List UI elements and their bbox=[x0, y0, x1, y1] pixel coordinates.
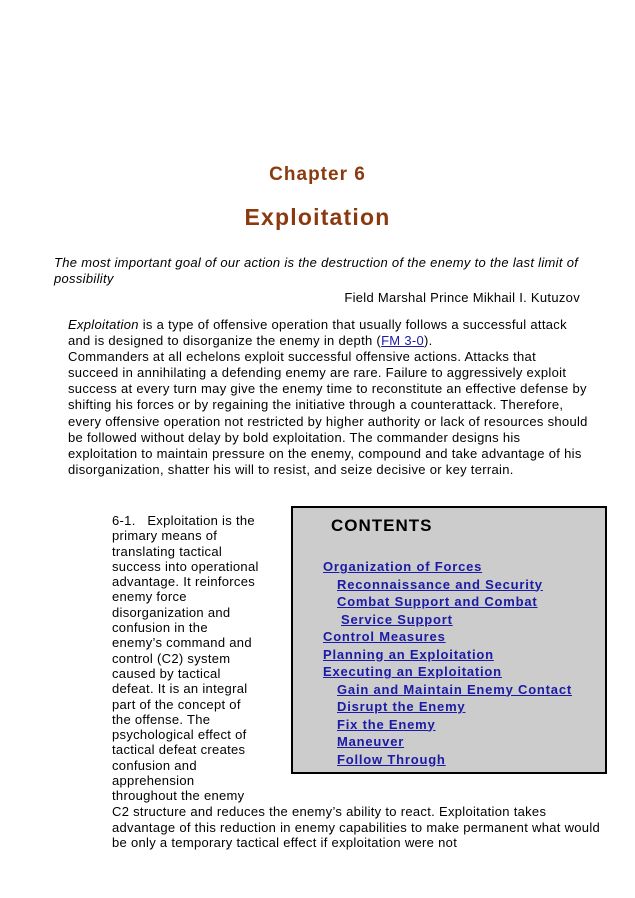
paragraph-line: translating tactical bbox=[112, 543, 223, 559]
paragraph-line: disorganization and bbox=[112, 604, 231, 620]
intro-text-before-link: is a type of offensive operation that usually follows a successful attack and is designed to disorganize the enemy in depth ( bbox=[68, 317, 567, 349]
contents-item bbox=[323, 698, 572, 716]
contents-item bbox=[323, 576, 572, 594]
paragraph-line: enemy force bbox=[112, 589, 187, 605]
paragraph-line: primary means of bbox=[112, 528, 218, 544]
paragraph-line: confusion and bbox=[112, 757, 197, 773]
paragraph-6-1 bbox=[112, 513, 282, 804]
paragraph-line: the offense. The bbox=[112, 711, 211, 727]
contents-list bbox=[323, 558, 572, 768]
paragraph-line: throughout the enemy bbox=[112, 788, 245, 804]
contents-link-fix-the-enemy[interactable]: Fix the Enemy bbox=[337, 716, 436, 732]
epigraph-quote: The most important goal of our action is the destruction of the enemy to the last limit of possibility bbox=[54, 255, 579, 286]
contents-item bbox=[323, 593, 572, 611]
chapter-number: Chapter 6 bbox=[269, 164, 366, 185]
paragraph-line: part of the concept of bbox=[112, 696, 241, 712]
paragraph-line: confusion in the bbox=[112, 620, 208, 636]
contents-item bbox=[323, 646, 572, 664]
paragraph-line: caused by tactical bbox=[112, 665, 221, 681]
paragraph-line: psychological effect of bbox=[112, 727, 247, 743]
paragraph-6-1-continuation: C2 structure and reduces the enemy’s ability to react. Exploitation takes advantage of this reduction in enemy capabilities to make permanent what would be only a temporary tactical effect if exploitation were not bbox=[112, 804, 601, 851]
contents-link-maneuver[interactable]: Maneuver bbox=[337, 734, 405, 749]
contents-item bbox=[323, 681, 572, 699]
contents-link-planning-an-exploitation[interactable]: Planning an Exploitation bbox=[323, 646, 494, 662]
contents-item bbox=[323, 751, 572, 769]
contents-link-control-measures[interactable]: Control Measures bbox=[323, 629, 446, 644]
paragraph-line: apprehension bbox=[112, 773, 195, 789]
contents-item bbox=[323, 716, 572, 734]
contents-link-gain-and-maintain-enemy-contact[interactable]: Gain and Maintain Enemy Contact bbox=[337, 681, 572, 697]
paragraph-line: advantage. It reinforces bbox=[112, 574, 256, 590]
contents-box bbox=[291, 506, 607, 774]
contents-item bbox=[323, 733, 572, 751]
intro-term: Exploitation bbox=[68, 317, 139, 332]
epigraph-attribution: Field Marshal Prince Mikhail I. Kutuzov bbox=[344, 290, 580, 305]
contents-link-combat-support[interactable]: Combat Support and Combat bbox=[337, 594, 538, 609]
contents-link-executing-an-exploitation[interactable]: Executing an Exploitation bbox=[323, 664, 502, 679]
contents-link-organization-of-forces[interactable]: Organization of Forces bbox=[323, 559, 483, 574]
paragraph-line: defeat. It is an integral bbox=[112, 681, 248, 697]
paragraph-line: success into operational bbox=[112, 558, 259, 574]
paragraph-line: tactical defeat creates bbox=[112, 742, 246, 758]
contents-link-disrupt-the-enemy[interactable]: Disrupt the Enemy bbox=[337, 699, 466, 714]
contents-item bbox=[323, 628, 572, 646]
contents-link-reconnaissance-and-security[interactable]: Reconnaissance and Security bbox=[337, 576, 543, 592]
paragraph-line: enemy’s command and bbox=[112, 635, 252, 651]
contents-heading: CONTENTS bbox=[331, 516, 433, 535]
fm-3-0-link[interactable]: FM 3-0 bbox=[381, 333, 425, 349]
paragraph-line: 6-1. Exploitation is the bbox=[112, 513, 255, 528]
intro-text-after-link: ). bbox=[424, 333, 433, 349]
chapter-title: Exploitation bbox=[244, 204, 391, 230]
contents-link-service-support[interactable]: Service Support bbox=[341, 611, 453, 627]
intro-paragraph bbox=[68, 317, 588, 478]
contents-link-follow-through[interactable]: Follow Through bbox=[337, 751, 446, 767]
intro-text-rest: Commanders at all echelons exploit successful offensive actions. Attacks that succeed in annihilating a defending enemy are rare. Failure to aggressively exploit success at every turn may give the enemy time to reconstitute an effective defense by shifting his forces or by regaining the initiative through a counterattack. Therefore, every offensive operation not restricted by higher authority or lack of resources should be followed without delay by bold exploitation. The commander designs his exploitation to maintain pressure on the enemy, compound and take advantage of his disorganization, shatter his will to resist, and seize decisive or key terrain. bbox=[68, 349, 588, 477]
contents-item bbox=[323, 558, 572, 576]
contents-item bbox=[323, 611, 572, 629]
paragraph-line: control (C2) system bbox=[112, 650, 231, 666]
contents-item bbox=[323, 663, 572, 681]
